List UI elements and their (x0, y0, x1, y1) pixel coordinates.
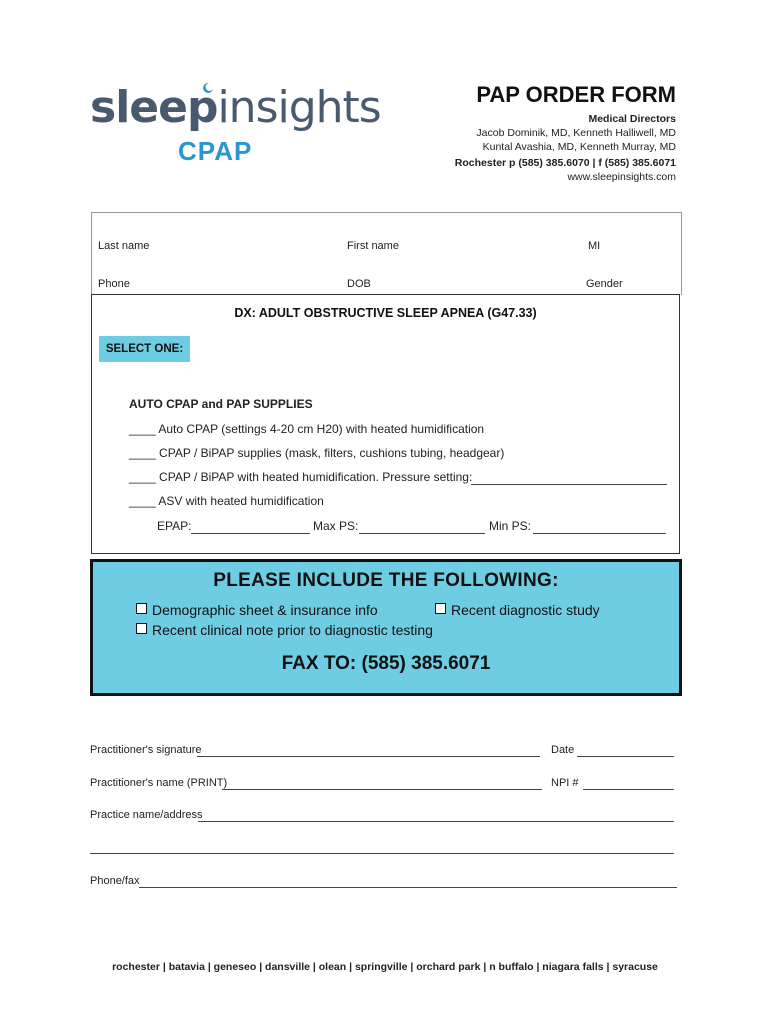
contact-line: Rochester p (585) 385.6070 | f (585) 385.6071 (454, 157, 676, 169)
option-pap-supplies[interactable] (129, 446, 504, 460)
mi-field[interactable]: MI (588, 240, 601, 252)
checkbox-demographic[interactable] (136, 602, 378, 618)
include-box (90, 559, 682, 696)
directors-line-2: Kuntal Avashia, MD, Kenneth Murray, MD (482, 141, 676, 153)
practice-address-line[interactable] (198, 821, 674, 822)
option-blank: ____ (129, 494, 156, 508)
option-blank: ____ (129, 470, 156, 484)
checkbox-clinical-note[interactable] (136, 622, 433, 638)
phone-field[interactable]: Phone (98, 278, 130, 290)
checkbox-icon[interactable] (136, 603, 147, 614)
option-label: CPAP / BiPAP supplies (mask, filters, cushions tubing, headgear) (159, 446, 505, 460)
date-label: Date (551, 744, 575, 756)
pressure-setting-line[interactable] (471, 484, 667, 485)
min-ps-label: Min PS: (489, 519, 532, 533)
form-title: PAP ORDER FORM (476, 82, 676, 107)
phone-fax-line[interactable] (139, 887, 677, 888)
option-auto-cpap[interactable] (129, 422, 484, 436)
include-heading: PLEASE INCLUDE THE FOLLOWING: (213, 570, 559, 591)
checkbox-icon[interactable] (435, 603, 446, 614)
practice-address-line-2[interactable] (90, 853, 674, 854)
fax-number: FAX TO: (585) 385.6071 (281, 653, 491, 674)
website: www.sleepinsights.com (567, 171, 676, 183)
npi-line[interactable] (583, 789, 674, 790)
option-asv[interactable] (129, 494, 324, 508)
dob-field[interactable]: DOB (347, 278, 371, 290)
logo-cpap: CPAP (178, 136, 253, 166)
select-one-label: SELECT ONE: (99, 336, 190, 362)
max-ps-line[interactable] (359, 533, 485, 534)
logo-word-insights: insights (217, 82, 381, 133)
checkbox-icon[interactable] (136, 623, 147, 634)
min-ps-line[interactable] (533, 533, 666, 534)
option-label: ASV with heated humidification (158, 494, 324, 508)
section-heading: AUTO CPAP and PAP SUPPLIES (129, 397, 313, 411)
option-label: Auto CPAP (settings 4-20 cm H20) with heated humidification (158, 422, 485, 436)
last-name-field[interactable]: Last name (98, 240, 150, 252)
signature-line[interactable] (197, 756, 540, 757)
sleep-insights-logo (90, 82, 381, 176)
checkbox-label: Recent clinical note prior to diagnostic testing (152, 622, 433, 638)
epap-label: EPAP: (157, 519, 192, 533)
practitioner-name-label: Practitioner's name (PRINT) (90, 777, 228, 789)
option-blank: ____ (129, 422, 156, 436)
max-ps-label: Max PS: (313, 519, 359, 533)
epap-line[interactable] (191, 533, 310, 534)
checkbox-diagnostic-study[interactable] (435, 602, 600, 618)
practitioner-name-line[interactable] (222, 789, 542, 790)
order-section (91, 294, 680, 554)
directors-heading: Medical Directors (588, 113, 676, 125)
date-line[interactable] (577, 756, 674, 757)
option-label: CPAP / BiPAP with heated humidification. Pressure setting: (159, 470, 473, 484)
option-blank: ____ (129, 446, 156, 460)
logo-wordmark (90, 82, 381, 133)
gender-field[interactable]: Gender (586, 278, 623, 290)
directors-line-1: Jacob Dominik, MD, Kenneth Halliwell, MD (476, 127, 676, 139)
option-cpap-bipap-humid[interactable] (129, 470, 472, 484)
patient-info-box (91, 212, 682, 295)
locations-footer: rochester | batavia | geneseo | dansville | olean | springville | orchard park | n buffalo | niagara falls | syracuse (112, 961, 658, 973)
signature-label: Practitioner's signature (90, 744, 202, 756)
checkbox-label: Demographic sheet & insurance info (152, 602, 378, 618)
logo-word-sleep: sleep (90, 82, 218, 133)
practice-address-label: Practice name/address (90, 809, 203, 821)
first-name-field[interactable]: First name (347, 240, 399, 252)
npi-label: NPI # (551, 777, 579, 789)
diagnosis-heading: DX: ADULT OBSTRUCTIVE SLEEP APNEA (G47.33) (234, 306, 537, 320)
phone-fax-label: Phone/fax (90, 875, 140, 887)
moon-icon (203, 83, 213, 93)
checkbox-label: Recent diagnostic study (451, 602, 600, 618)
